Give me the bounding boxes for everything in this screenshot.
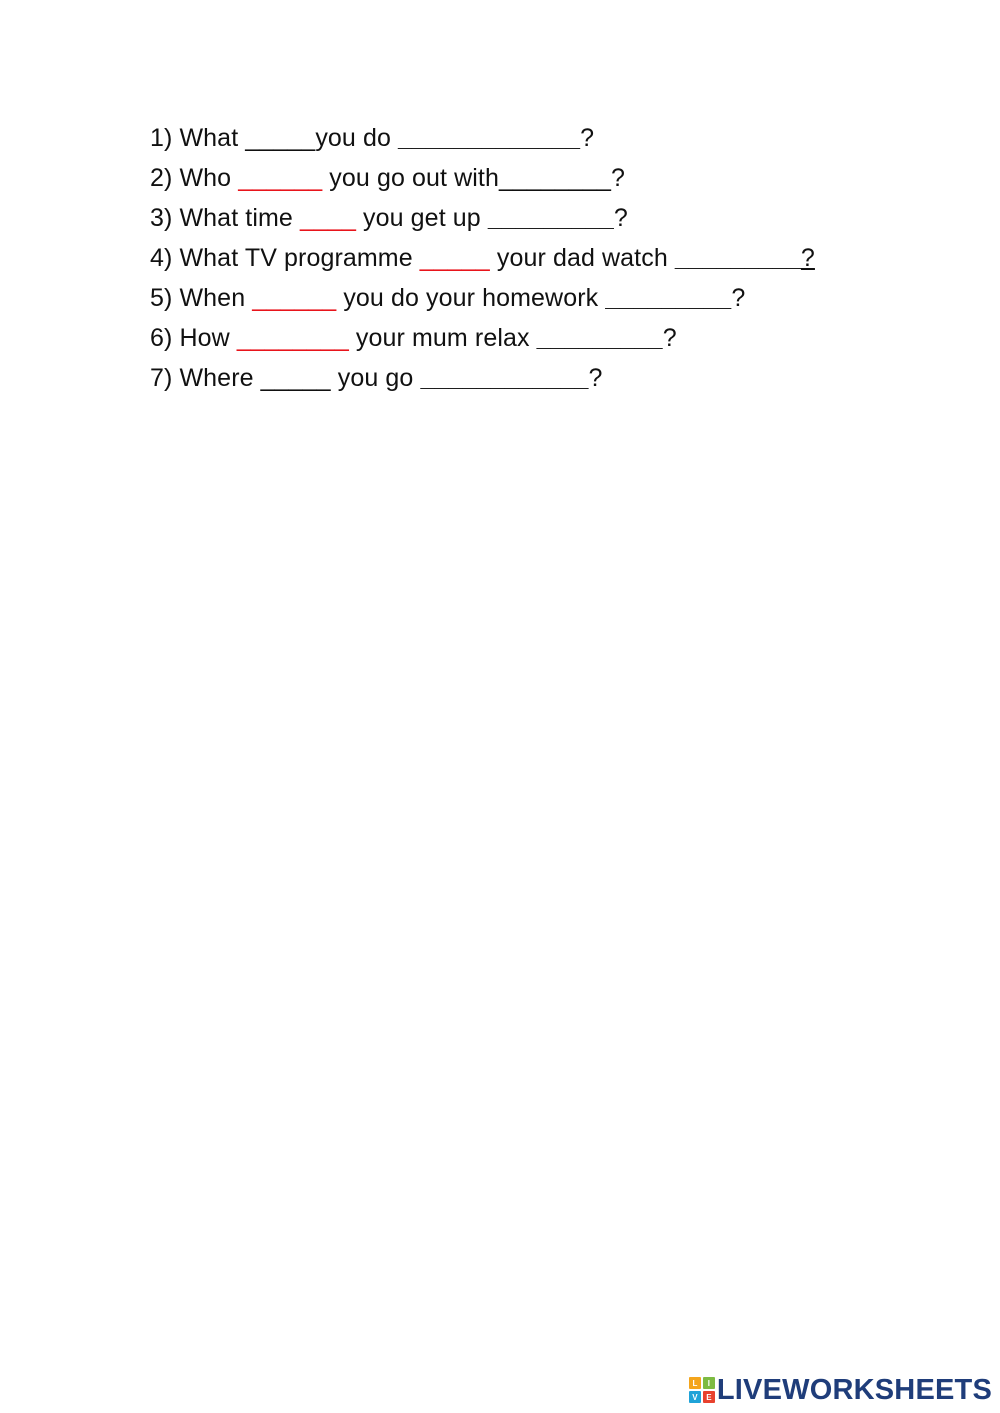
- logo-tile: L: [689, 1377, 701, 1389]
- question-text: you do your homework: [336, 284, 606, 312]
- question-mark: ?: [613, 204, 628, 232]
- question-mark: ?: [800, 244, 815, 272]
- question-text: Where: [179, 364, 261, 392]
- liveworksheets-logo: [689, 1373, 992, 1407]
- question-text: When: [179, 284, 253, 312]
- answer-blank-2[interactable]: ________: [498, 164, 612, 192]
- answer-blank-2[interactable]: _________: [605, 284, 732, 312]
- logo-text: LIVEWORKSHEETS: [716, 1373, 992, 1406]
- question-mark: ?: [588, 364, 603, 392]
- answer-blank-1[interactable]: _____: [260, 364, 331, 392]
- answer-blank-1[interactable]: ____: [299, 204, 356, 232]
- worksheet: [150, 118, 950, 398]
- question-text: What: [179, 124, 246, 152]
- question-text: What time: [179, 204, 300, 232]
- question-number: 5): [150, 284, 173, 312]
- question-2: [150, 158, 950, 198]
- logo-tile: I: [703, 1377, 715, 1389]
- question-text: you go out with: [322, 164, 499, 192]
- answer-blank-2[interactable]: _________: [674, 244, 801, 272]
- question-number: 4): [150, 244, 173, 272]
- question-mark: ?: [580, 124, 595, 152]
- question-text: your dad watch: [489, 244, 675, 272]
- question-text: How: [179, 324, 237, 352]
- question-text: Who: [179, 164, 239, 192]
- question-mark: ?: [662, 324, 677, 352]
- answer-blank-1[interactable]: _____: [419, 244, 490, 272]
- question-number: 2): [150, 164, 173, 192]
- question-3: [150, 198, 950, 238]
- answer-blank-2[interactable]: _____________: [398, 124, 581, 152]
- question-number: 3): [150, 204, 173, 232]
- answer-blank-2[interactable]: _________: [536, 324, 663, 352]
- answer-blank-1[interactable]: ______: [252, 284, 337, 312]
- answer-blank-1[interactable]: ________: [236, 324, 349, 352]
- answer-blank-2[interactable]: _________: [487, 204, 614, 232]
- question-mark: ?: [731, 284, 746, 312]
- logo-tile: E: [703, 1391, 715, 1403]
- question-text: What TV programme: [179, 244, 420, 272]
- question-4: [150, 238, 950, 278]
- answer-blank-1[interactable]: _____: [245, 124, 316, 152]
- question-7: [150, 358, 950, 398]
- question-1: [150, 118, 950, 158]
- question-number: 6): [150, 324, 173, 352]
- answer-blank-2[interactable]: ____________: [420, 364, 589, 392]
- question-number: 1): [150, 124, 173, 152]
- question-5: [150, 278, 950, 318]
- question-text: your mum relax: [348, 324, 537, 352]
- question-text: you get up: [355, 204, 488, 232]
- question-mark: ?: [611, 164, 626, 192]
- answer-blank-1[interactable]: ______: [238, 164, 323, 192]
- liveworksheets-logo-icon: [689, 1377, 715, 1403]
- question-6: [150, 318, 950, 358]
- question-text: you go: [330, 364, 421, 392]
- logo-tile: V: [689, 1391, 701, 1403]
- question-text: you do: [315, 124, 399, 152]
- question-number: 7): [150, 364, 173, 392]
